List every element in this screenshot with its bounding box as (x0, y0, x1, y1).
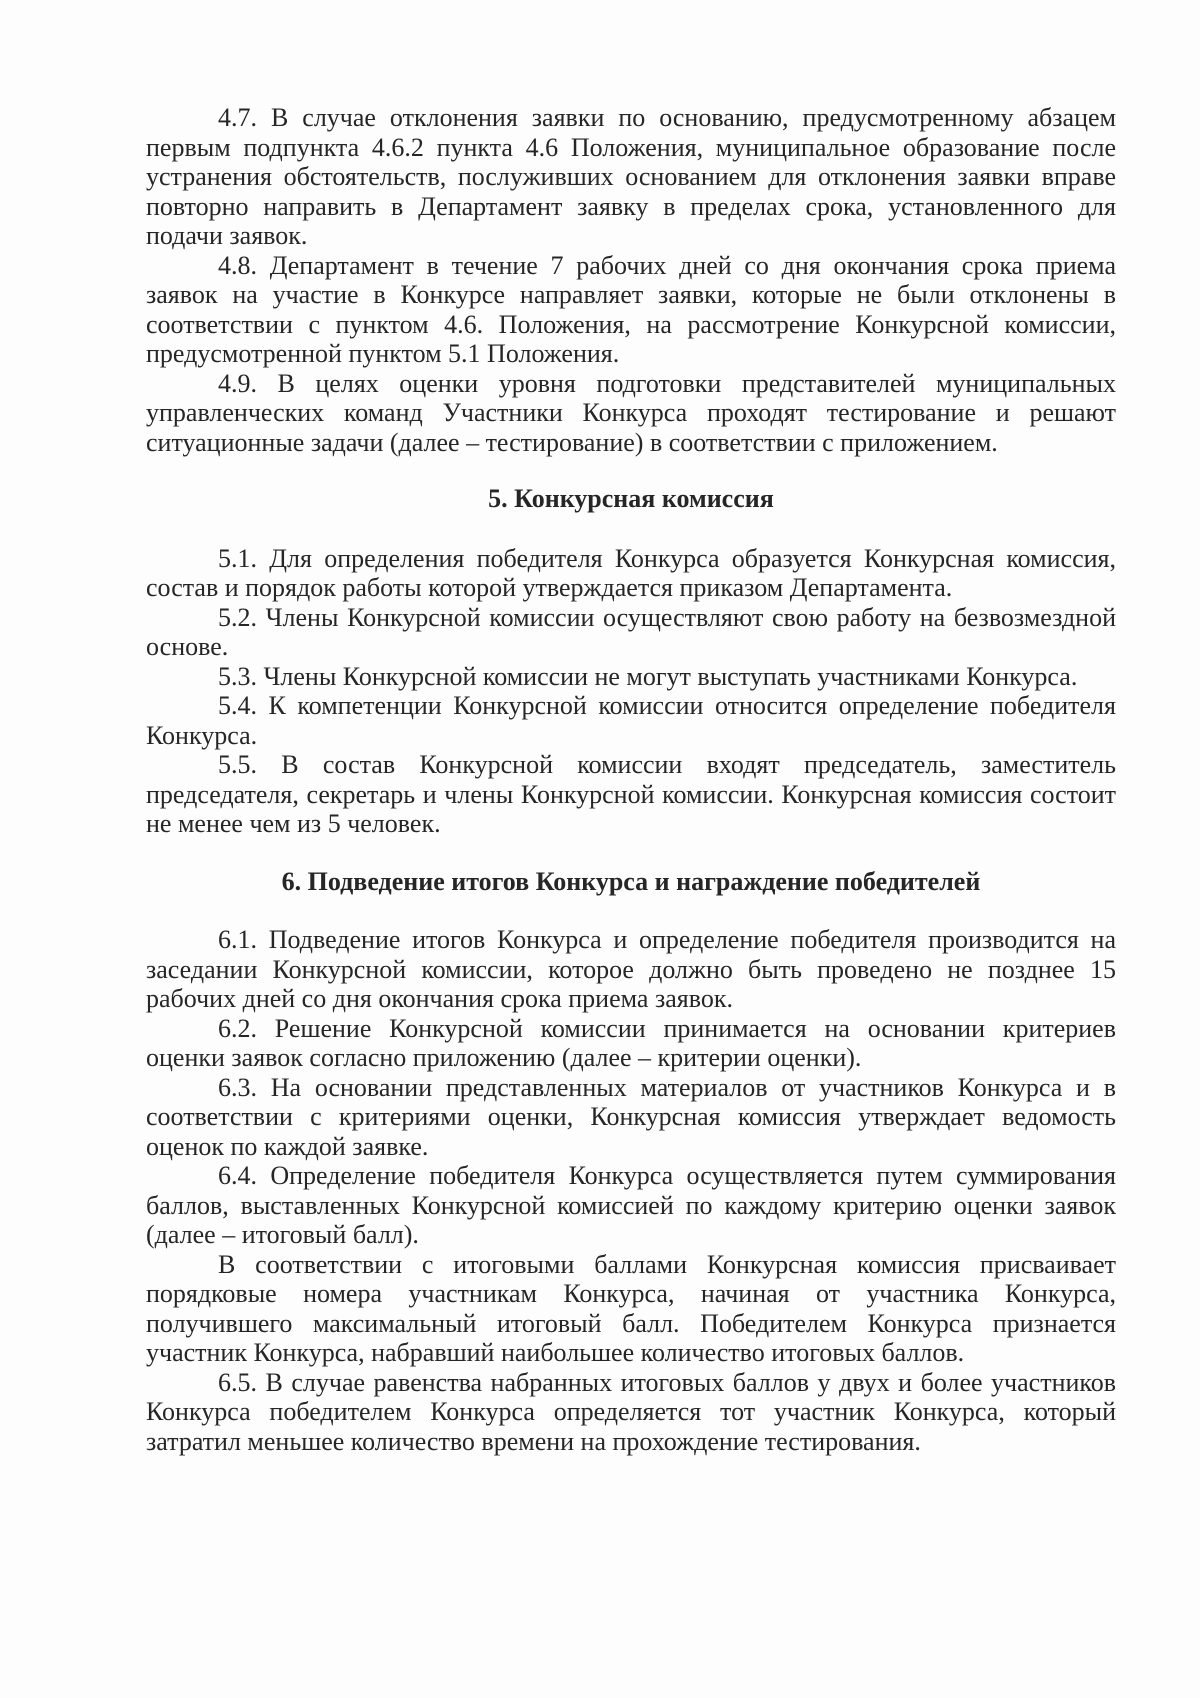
paragraph-6-5: 6.5. В случае равенства набранных итоговых баллов у двух и более участников Конкурса победителем Конкурса определяется тот участник Конкурса, который затратил меньшее количество времени на прохождение тестирования. (146, 1367, 1116, 1456)
paragraph-5-4: 5.4. К компетенции Конкурсной комиссии относится определение победителя Конкурса. (146, 691, 1116, 750)
paragraph-6-2: 6.2. Решение Конкурсной комиссии принимается на основании критериев оценки заявок согласно приложению (далее – критерии оценки). (146, 1013, 1116, 1072)
document-body (146, 103, 1116, 1456)
paragraph-5-5: 5.5. В состав Конкурсной комиссии входят председатель, заместитель председателя, секретарь и члены Конкурсной комиссии. Конкурсная комиссия состоит не менее чем из 5 человек. (146, 750, 1116, 838)
paragraph-6-1: 6.1. Подведение итогов Конкурса и определение победителя производится на заседании Конкурсной комиссии, которое должно быть проведено не позднее 15 рабочих дней со дня окончания срока приема заявок. (146, 925, 1116, 1013)
paragraph-4-7: 4.7. В случае отклонения заявки по основанию, предусмотренному абзацем первым подпункта 4.6.2 пункта 4.6 Положения, муниципальное образование после устранения обстоятельств, послуживших основанием для отклонения заявки вправе повторно направить в Департамент заявку в пределах срока, установленного для подачи заявок. (146, 103, 1116, 250)
paragraph-5-3: 5.3. Члены Конкурсной комиссии не могут выступать участниками Конкурса. (218, 661, 1078, 691)
section-5-heading: 5. Конкурсная комиссия (488, 484, 774, 513)
paragraph-6-3: 6.3. На основании представленных материалов от участников Конкурса и в соответствии с критериями оценки, Конкурсная комиссия утверждает ведомость оценок по каждой заявке. (146, 1072, 1116, 1161)
paragraph-6-4-continued: В соответствии с итоговыми баллами Конкурсная комиссия присваивает порядковые номера участникам Конкурса, начиная от участника Конкурса, получившего максимальный итоговый балл. Победителем Конкурса признается участник Конкурса, набравший наибольшее количество итоговых баллов. (146, 1249, 1116, 1367)
paragraph-5-1: 5.1. Для определения победителя Конкурса образуется Конкурсная комиссия, состав и порядок работы которой утверждается приказом Департамента. (146, 543, 1116, 602)
section-6-heading: 6. Подведение итогов Конкурса и награждение победителей (281, 866, 981, 896)
paragraph-4-8: 4.8. Департамент в течение 7 рабочих дней со дня окончания срока приема заявок на участие в Конкурсе направляет заявки, которые не были отклонены в соответствии с пунктом 4.6. Положения, на рассмотрение Конкурсной комиссии, предусмотренной пунктом 5.1 Положения. (146, 250, 1116, 368)
paragraph-4-9: 4.9. В целях оценки уровня подготовки представителей муниципальных управленческих команд Участники Конкурса проходят тестирование и решают ситуационные задачи (далее – тестирование) в соответствии с приложением. (146, 368, 1116, 457)
paragraph-6-4: 6.4. Определение победителя Конкурса осуществляется путем суммирования баллов, выставленных Конкурсной комиссией по каждому критерию оценки заявок (далее – итоговый балл). (146, 1161, 1116, 1249)
paragraph-5-2: 5.2. Члены Конкурсной комиссии осуществляют свою работу на безвозмездной основе. (146, 602, 1116, 661)
